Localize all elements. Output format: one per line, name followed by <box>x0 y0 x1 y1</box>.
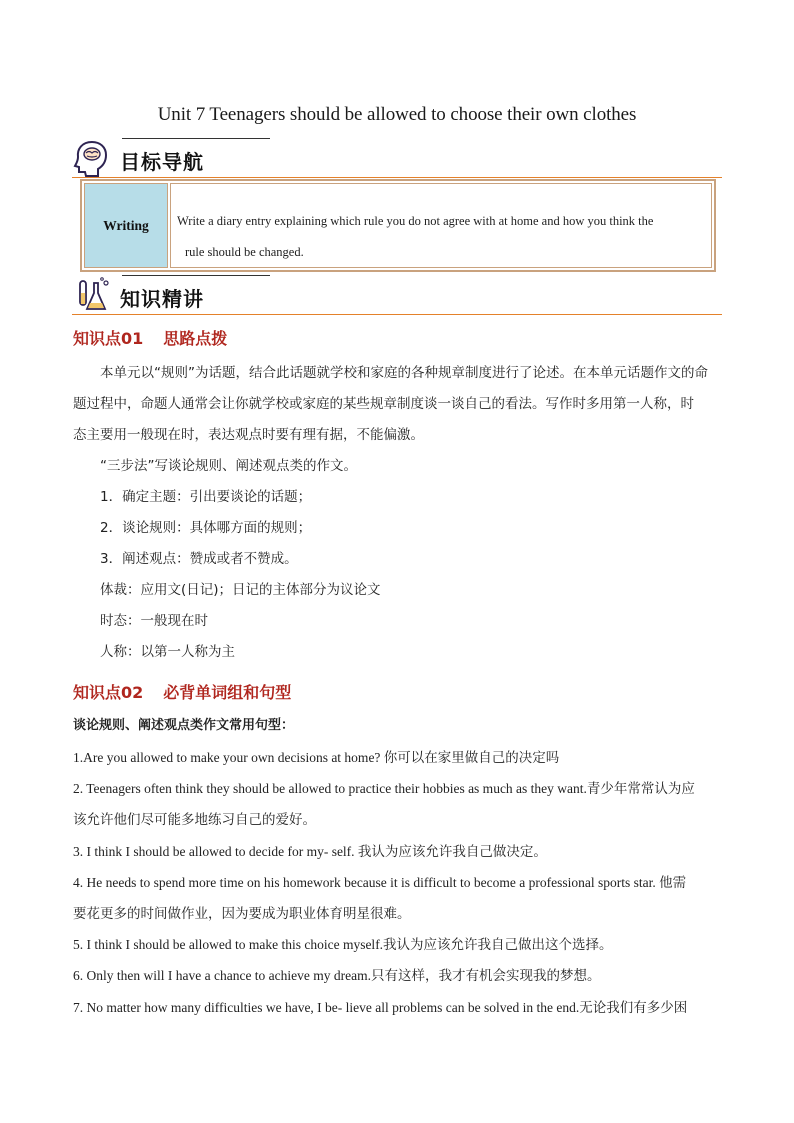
kp1-step-3: 3．阐述观点：赞成或者不赞成。 <box>100 551 298 567</box>
kp2-heading <box>73 680 291 703</box>
kp2-sentence-5: 5. I think I should be allowed to make this choice myself.我认为应该允许我自己做出这个选择。 <box>73 937 613 952</box>
kp1-step-1: 1．确定主题：引出要谈论的话题； <box>100 489 312 505</box>
section-underline <box>72 177 722 178</box>
kp2-sentence-2b: 该允许他们尽可能多地练习自己的爱好。 <box>73 812 316 827</box>
kp1-intro-line-2: 题过程中，命题人通常会让你就学校或家庭的某些规章制度谈一谈自己的看法。写作时多用第一人称，时 <box>73 396 694 412</box>
kp2-sentence-1: 1.Are you allowed to make your own decisions at home? 你可以在家里做自己的决定吗 <box>73 750 560 765</box>
goal-description <box>170 183 712 268</box>
kp1-number: 知识点01 <box>73 329 144 348</box>
section-top-rule <box>122 275 270 276</box>
section-label-knowledge: 知识精讲 <box>120 287 204 311</box>
kp1-step-2: 2．谈论规则：具体哪方面的规则； <box>100 520 312 536</box>
kp1-title: 思路点拨 <box>163 329 228 348</box>
kp1-tense: 时态：一般现在时 <box>100 613 208 629</box>
section-label-goals: 目标导航 <box>120 150 204 174</box>
document-title: Unit 7 Teenagers should be allowed to choose their own clothes <box>157 104 637 125</box>
kp1-intro-line-1: 本单元以“规则”为话题，结合此话题就学校和家庭的各种规章制度进行了论述。在本单元话题作文的命 <box>100 365 708 381</box>
goal-table <box>80 179 716 272</box>
section-underline <box>72 314 722 315</box>
kp2-sentence-6: 6. Only then will I have a chance to achieve my dream.只有这样，我才有机会实现我的梦想。 <box>73 968 601 983</box>
goal-category: Writing <box>84 183 168 268</box>
section-header-knowledge <box>72 273 722 317</box>
section-header-goals <box>72 136 722 180</box>
kp2-sentence-4b: 要花更多的时间做作业，因为要成为职业体育明星很难。 <box>73 906 411 921</box>
kp2-number: 知识点02 <box>73 683 144 702</box>
kp2-subtitle: 谈论规则、阐述观点类作文常用句型： <box>73 718 295 733</box>
head-brain-icon <box>72 138 112 178</box>
kp1-heading <box>73 326 227 349</box>
section-top-rule <box>122 138 270 139</box>
kp1-intro-line-3: 态主要用一般现在时，表达观点时要有理有据，不能偏激。 <box>73 427 424 443</box>
kp2-sentence-7: 7. No matter how many difficulties we have, I be- lieve all problems can be solved in the end.无论我们有多少困 <box>73 1000 688 1015</box>
kp2-sentence-2a: 2. Teenagers often think they should be allowed to practice their hobbies as much as they want.青少年常常认为应 <box>73 781 695 796</box>
kp2-sentence-4a: 4. He needs to spend more time on his homework because it is difficult to become a professional sports star. 他需 <box>73 875 687 890</box>
lab-flask-icon <box>72 275 112 315</box>
kp1-method: “三步法”写谈论规则、阐述观点类的作文。 <box>100 458 357 474</box>
goal-line-2: rule should be changed. <box>185 245 304 259</box>
goal-line-1: Write a diary entry explaining which rule you do not agree with at home and how you think the <box>177 214 654 228</box>
kp1-person: 人称：以第一人称为主 <box>100 644 235 660</box>
kp1-genre: 体裁：应用文(日记)；日记的主体部分为议论文 <box>100 582 381 598</box>
kp2-title: 必背单词组和句型 <box>163 683 292 702</box>
kp2-sentence-3: 3. I think I should be allowed to decide for my- self. 我认为应该允许我自己做决定。 <box>73 844 547 859</box>
